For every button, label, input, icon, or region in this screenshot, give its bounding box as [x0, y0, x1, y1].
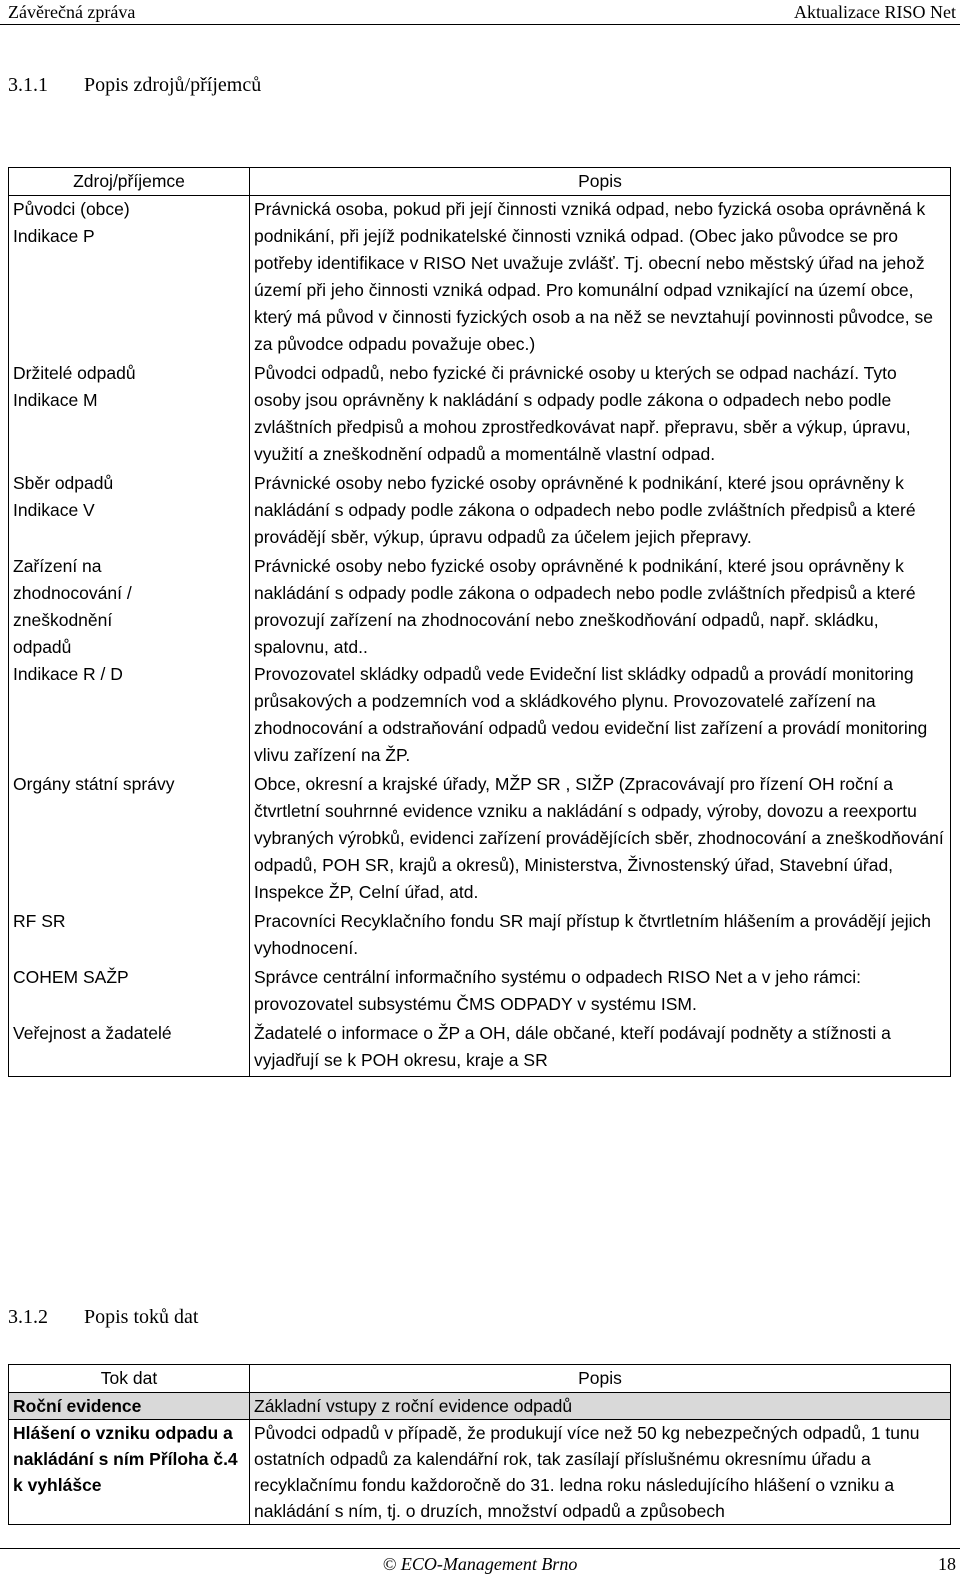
row-description: Právnické osoby nebo fyzické osoby oprávněné k podnikání, které jsou oprávněny k nakládání s odpady podle zákona o odpadech nebo podle zvláštních předpisů a které provádějí sběr, výkup, úpravu odpadů za účelem jejich přepravy.	[250, 470, 951, 553]
table-row	[9, 771, 951, 908]
section-title: Popis zdrojů/příjemců	[84, 74, 262, 96]
column-header-source: Zdroj/příjemce	[9, 168, 250, 196]
row-label: Roční evidence	[9, 1393, 250, 1420]
column-header-flow: Tok dat	[9, 1365, 250, 1393]
sources-recipients-table	[8, 167, 951, 1077]
section-number: 3.1.2	[8, 1306, 48, 1328]
row-label: Sběr odpadů Indikace V	[9, 470, 250, 553]
table-row	[9, 1420, 951, 1525]
data-flows-table	[8, 1364, 951, 1525]
page-number: 18	[938, 1554, 956, 1574]
section-heading-2	[8, 1306, 198, 1329]
row-label: RF SR	[9, 908, 250, 964]
row-description: Správce centrální informačního systému o odpadech RISO Net a v jeho rámci: provozovatel subsystému ČMS ODPADY v systému ISM.	[250, 964, 951, 1020]
row-label: Držitelé odpadů Indikace M	[9, 360, 250, 470]
page-footer	[0, 1548, 960, 1579]
page-header	[0, 0, 960, 25]
table-row	[9, 360, 951, 470]
row-description: Obce, okresní a krajské úřady, MŽP SR , SIŽP (Zpracovávají pro řízení OH roční a čtvrtletní souhrnné evidence vzniku a nakládání s odpady, výroby, dovozu a reexportu vybraných výrobků, evidenci zařízení provádějících sběr, zhodnocování a zneškodňování odpadů, POH SR, krajů a okresů), Ministerstva, Živnostenský úřad, Stavební úřad, Inspekce ŽP, Celní úřad, atd.	[250, 771, 951, 908]
row-label: Původci (obce) Indikace P	[9, 196, 250, 361]
row-label: Orgány státní správy	[9, 771, 250, 908]
row-label: COHEM SAŽP	[9, 964, 250, 1020]
table-row	[9, 908, 951, 964]
table-row	[9, 553, 951, 771]
section-number: 3.1.1	[8, 74, 48, 96]
footer-copyright: © ECO-Management Brno	[382, 1554, 578, 1574]
row-description: Původci odpadů v případě, že produkují více než 50 kg nebezpečných odpadů, 1 tunu ostatních odpadů za kalendářní rok, tak zasílají příslušnému okresnímu úřadu a recyklačnímu fondu každoročně do 31. ledna roku následujícího hlášení o vzniku a nakládání s ním, tj. o druzích, množství odpadů a způsobech	[250, 1420, 951, 1525]
section-heading-1	[8, 74, 261, 97]
table-row	[9, 470, 951, 553]
header-left: Závěrečná zpráva	[8, 2, 136, 22]
table-header-row	[9, 1365, 951, 1393]
table-row	[9, 1020, 951, 1077]
row-description: Právnická osoba, pokud při její činnosti vzniká odpad, nebo fyzická osoba oprávněná k podnikání, při jejíž podnikatelské činnosti vzniká odpad. (Obec jako původce se pro potřeby identifikace v RISO Net uvažuje zvlášť. Tj. obecní nebo městský úřad na jehož území při jeho činnosti vzniká odpad. Pro komunální odpad vznikající na území obce, který má původ v činnosti fyzických osob a na něž se nevztahují povinnosti původce, se za původce odpadu považuje obec.)	[250, 196, 951, 361]
table-row	[9, 964, 951, 1020]
row-description: Právnické osoby nebo fyzické osoby oprávněné k podnikání, které jsou oprávněny k nakládání s odpady podle zákona o odpadech nebo podle zvláštních předpisů a které provozují zařízení na zhodnocování nebo zneškodňování odpadů, např. skládku, spalovnu, atd.. Provozovatel skládky odpadů vede Evideční list skládky odpadů a provádí monitoring průsakových a podzemních vod a skládkového plynu. Provozovatelé zařízení na zhodnocování a odstraňování odpadů vedou evideční list zařízení a provádí monitoring vlivu zařízení na ŽP.	[250, 553, 951, 771]
row-description: Pracovníci Recyklačního fondu SR mají přístup k čtvrtletním hlášením a provádějí jejich vyhodnocení.	[250, 908, 951, 964]
row-label: Veřejnost a žadatelé	[9, 1020, 250, 1077]
column-header-description: Popis	[250, 1365, 951, 1393]
table-row	[9, 1393, 951, 1420]
table-header-row	[9, 168, 951, 196]
row-description: Původci odpadů, nebo fyzické či právnické osoby u kterých se odpad nachází. Tyto osoby jsou oprávněny k nakládání s odpady podle zákona o odpadech nebo podle zvláštních předpisů a mohou zprostředkovávat např. přepravu, sběr a výkup, úpravu, využití a zneškodnění odpadů a momentálně vlastní odpad.	[250, 360, 951, 470]
row-label: Hlášení o vzniku odpadu a nakládání s ním Příloha č.4 k vyhlášce	[9, 1420, 250, 1525]
section-title: Popis toků dat	[84, 1306, 199, 1328]
row-description: Žadatelé o informace o ŽP a OH, dále občané, kteří podávají podněty a stížnosti a vyjadřují se k POH okresu, kraje a SR	[250, 1020, 951, 1077]
table-row	[9, 196, 951, 361]
row-label: Zařízení na zhodnocování / zneškodnění odpadů Indikace R / D	[9, 553, 250, 771]
column-header-description: Popis	[250, 168, 951, 196]
row-description: Základní vstupy z roční evidence odpadů	[250, 1393, 951, 1420]
header-right: Aktualizace RISO Net	[794, 2, 956, 22]
